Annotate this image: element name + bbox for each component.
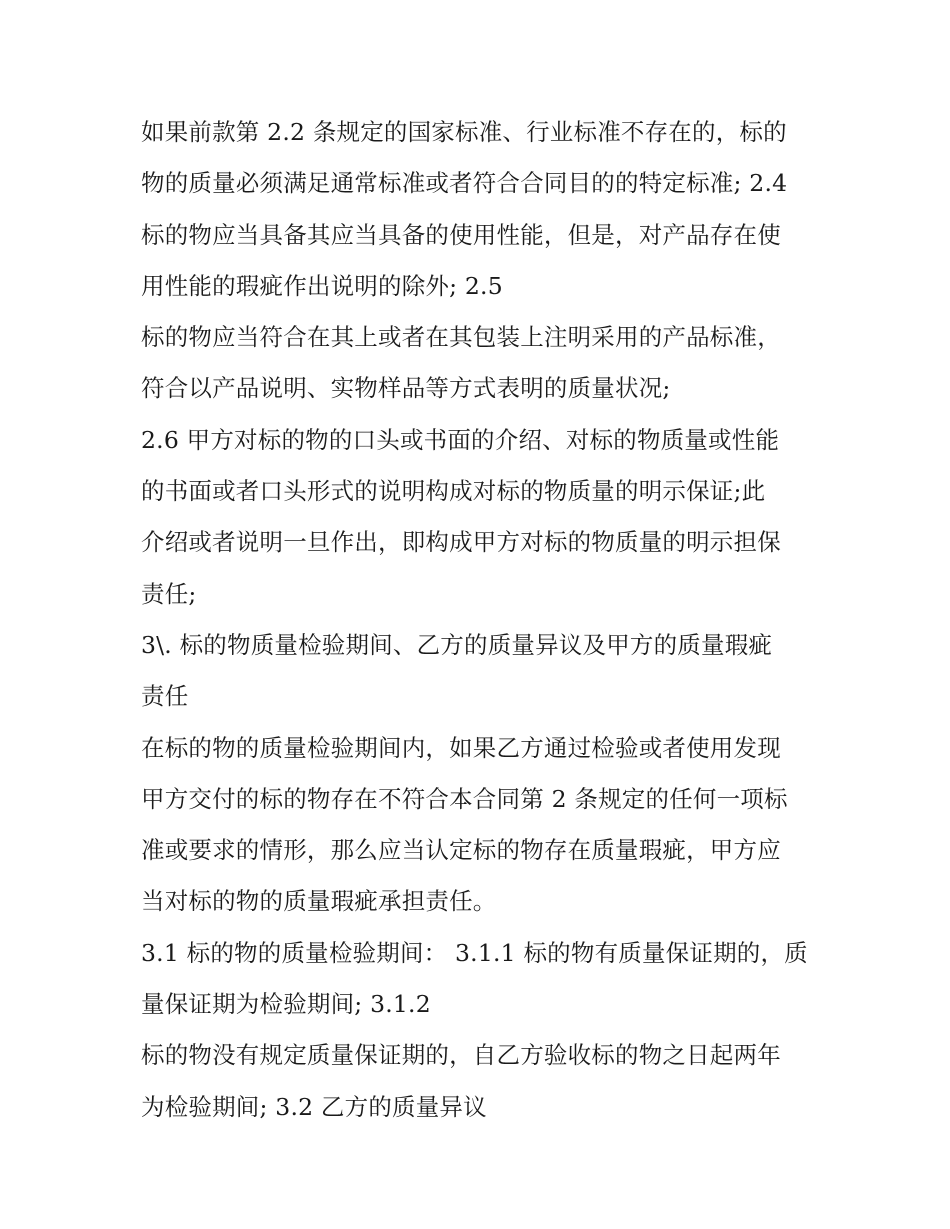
text-line: 标的物应当符合在其上或者在其包装上注明采用的产品标准， xyxy=(141,323,781,352)
text-line: 标的物没有规定质量保证期的，自乙方验收标的物之日起两年 xyxy=(141,1041,781,1070)
section-heading-line: 责任 xyxy=(141,682,189,711)
text-line: 介绍或者说明一旦作出，即构成甲方对标的物质量的明示担保 xyxy=(141,528,781,557)
text-line: 在标的物的质量检验期间内，如果乙方通过检验或者使用发现 xyxy=(141,733,781,762)
text-line: 如果前款第 2.2 条规定的国家标准、行业标准不存在的，标的 xyxy=(141,118,787,146)
text-line: 责任; xyxy=(141,579,197,608)
text-line: 用性能的瑕疵作出说明的除外; 2.5 xyxy=(141,271,503,300)
section-heading-line: 3\. 标的物质量检验期间、乙方的质量异议及甲方的质量瑕疵 xyxy=(141,630,773,659)
text-line: 标的物应当具备其应当具备的使用性能，但是，对产品存在使 xyxy=(141,220,781,249)
text-line: 物的质量必须满足通常标准或者符合合同目的的特定标准; 2.4 xyxy=(141,169,788,198)
text-line: 2.6 甲方对标的物的口头或书面的介绍、对标的物质量或性能 xyxy=(141,425,780,454)
document-body xyxy=(141,107,821,1133)
text-line: 量保证期为检验期间; 3.1.2 xyxy=(141,990,431,1019)
text-line: 3.1 标的物的质量检验期间： 3.1.1 标的物有质量保证期的，质 xyxy=(141,938,808,967)
text-line: 甲方交付的标的物存在不符合本合同第 2 条规定的任何一项标 xyxy=(141,784,788,813)
text-line: 准或要求的情形，那么应当认定标的物存在质量瑕疵，甲方应 xyxy=(141,836,781,865)
text-line: 为检验期间; 3.2 乙方的质量异议 xyxy=(141,1092,487,1121)
text-line: 的书面或者口头形式的说明构成对标的物质量的明示保证;此 xyxy=(141,477,766,506)
text-line: 符合以产品说明、实物样品等方式表明的质量状况; xyxy=(141,374,671,403)
text-line: 当对标的物的质量瑕疵承担责任。 xyxy=(141,887,497,916)
